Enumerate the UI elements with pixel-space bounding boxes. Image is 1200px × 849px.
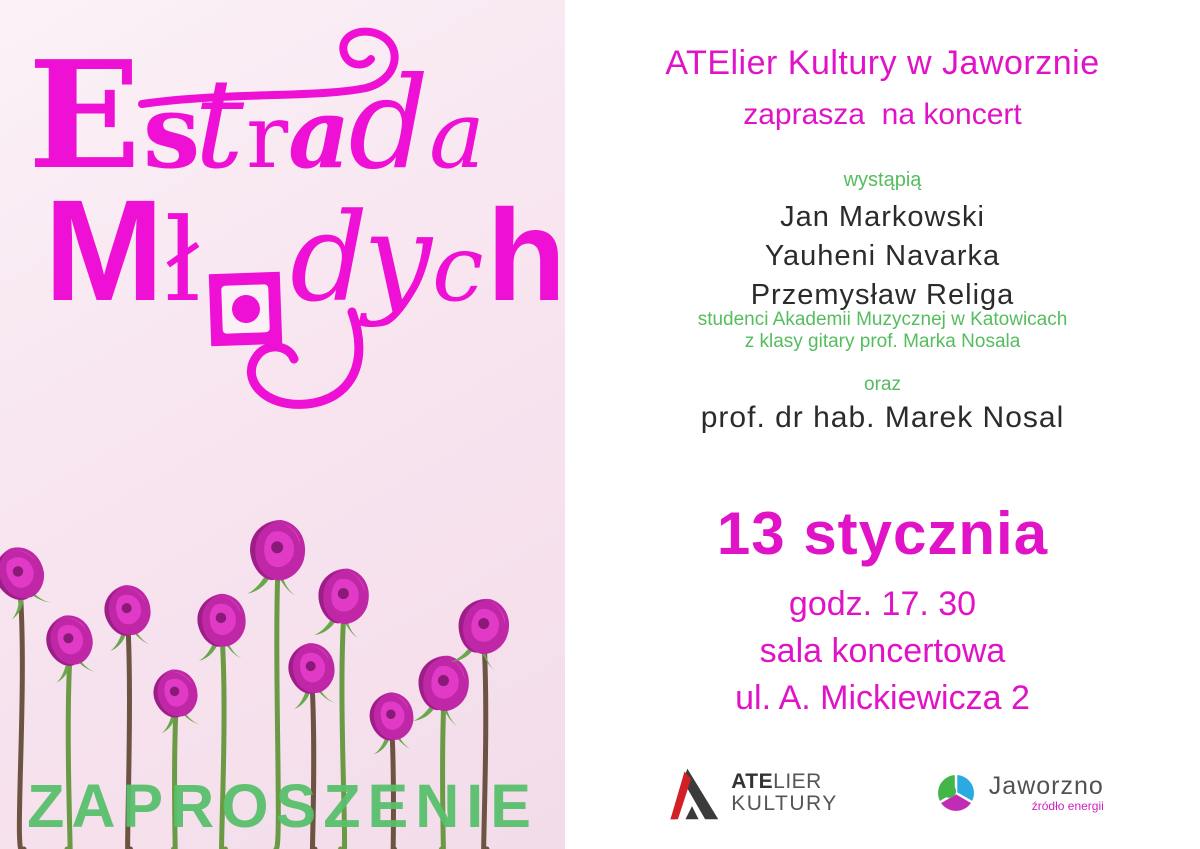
- students-note: [565, 309, 1200, 353]
- oraz-label: oraz: [864, 374, 901, 395]
- atelier-logo-text: [731, 771, 838, 815]
- title-letter: E: [28, 28, 141, 202]
- invite-subtitle: zaprasza na koncert: [743, 98, 1022, 131]
- atelier-logo-line2: KULTURY: [731, 792, 838, 815]
- jaworzno-logo-text: [989, 773, 1104, 813]
- title-letter: y: [363, 187, 433, 329]
- performer-name: Przemysław Religa: [750, 279, 1015, 311]
- poster-title-line2-end: [290, 180, 564, 330]
- students-note-line2: z klasy gitary prof. Marka Nosala: [744, 331, 1021, 352]
- poster-title-line1: [28, 28, 562, 202]
- title-letter: d: [290, 187, 369, 329]
- title-letter: d: [348, 50, 430, 197]
- invite-panel: [565, 0, 1200, 849]
- title-letter: h: [486, 182, 564, 328]
- title-letter: s: [142, 72, 201, 192]
- jaworzno-logo: [933, 770, 1104, 816]
- atelier-kultury-logo: [661, 763, 838, 823]
- logos-row: [565, 748, 1200, 838]
- title-letter: c: [432, 215, 484, 322]
- event-time: godz. 17. 30: [788, 585, 977, 623]
- performer-name: Yauheni Navarka: [764, 240, 1001, 272]
- event-venue: sala koncertowa: [759, 632, 1006, 670]
- professor-name: prof. dr hab. Marek Nosal: [700, 401, 1065, 434]
- event-date: 13 stycznia: [716, 500, 1049, 567]
- atelier-mark-icon: [661, 763, 723, 823]
- jaworzno-logo-name: Jaworzno: [988, 772, 1104, 801]
- title-letter: a: [288, 77, 351, 190]
- atelier-logo-light: LIER: [773, 769, 822, 793]
- students-note-line1: studenci Akademii Muzycznej w Katowicach: [697, 309, 1068, 330]
- jaworzno-logo-tagline: źródło energii: [1031, 798, 1104, 813]
- event-address: ul. A. Mickiewicza 2: [735, 679, 1030, 717]
- title-letter: a: [429, 81, 486, 190]
- performers-list: [565, 198, 1200, 315]
- jaworzno-mark-icon: [933, 770, 979, 816]
- performer-name: Jan Markowski: [780, 201, 985, 233]
- poster-panel: [0, 0, 565, 849]
- square-o-glyph: [209, 272, 283, 346]
- organizer-title: ATElier Kultury w Jaworznie: [665, 44, 1100, 82]
- performers-label: wystąpią: [843, 169, 922, 191]
- atelier-logo-bold: ATE: [731, 769, 774, 793]
- square-o-letter: [209, 274, 210, 275]
- title-letter: ł: [163, 194, 201, 327]
- title-letter: t: [194, 53, 245, 197]
- zaproszenie-text: ZAPROSZENIE: [27, 772, 538, 840]
- title-letter: r: [246, 85, 289, 188]
- title-letter: M: [44, 170, 159, 331]
- poster-title-line2-start: [44, 168, 201, 334]
- poster-title-line2: [44, 168, 564, 343]
